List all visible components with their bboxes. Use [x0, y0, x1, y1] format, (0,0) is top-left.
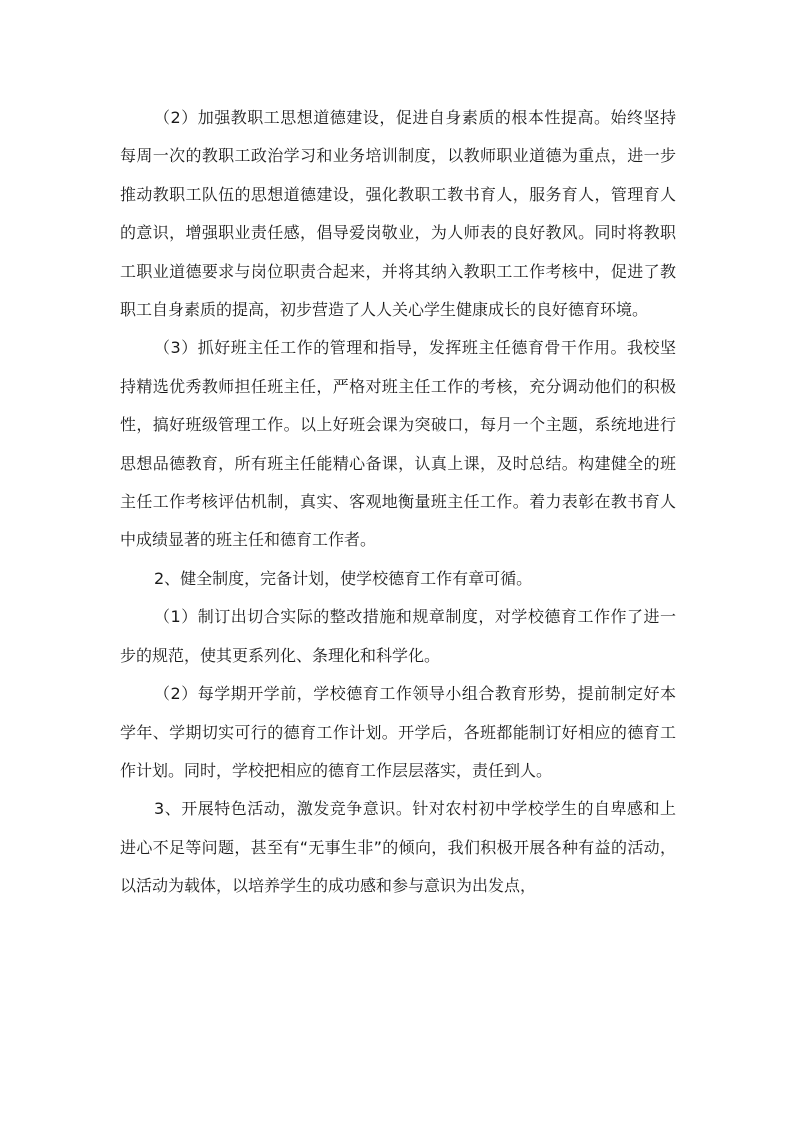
paragraph-teacher-ethics: （2）加强教职工思想道德建设，促进自身素质的根本性提高。始终坚持每周一次的教职工政治学习和业务培训制度，以教师职业道德为重点，进一步推动教职工队伍的思想道德建设，强化教职工教书育人，服务育人，管理育人的意识，增强职业责任感，倡导爱岗敬业，为人师表的良好教风。同时将教职工职业道德要求与岗位职责合起来，并将其纳入教职工工作考核中，促进了教职工自身素质的提高，初步营造了人人关心学生健康成长的良好德育环境。 — [120, 108, 676, 320]
paragraph-semester-plan: （2）每学期开学前，学校德育工作领导小组合教育形势，提前制定好本学年、学期切实可行的德育工作计划。开学后，各班都能制订好相应的德育工作计划。同时，学校把相应的德育工作层层落实，责任到人。 — [120, 684, 676, 780]
document-body — [120, 99, 676, 906]
paragraph-section-2-heading: 2、健全制度，完备计划，使学校德育工作有章可循。 — [154, 568, 533, 588]
paragraph-rules-and-regulations: （1）制订出切合实际的整改措施和规章制度，对学校德育工作作了进一步的规范，使其更系列化、条理化和科学化。 — [120, 607, 676, 665]
paragraph-head-teacher-management: （3）抓好班主任工作的管理和指导，发挥班主任德育骨干作用。我校坚持精选优秀教师担任班主任，严格对班主任工作的考核，充分调动他们的积极性，搞好班级管理工作。以上好班会课为突破口，每月一个主题，系统地进行思想品德教育，所有班主任能精心备课，认真上课，及时总结。构建健全的班主任工作考核评估机制，真实、客观地衡量班主任工作。着力表彰在教书育人中成绩显著的班主任和德育工作者。 — [120, 338, 676, 550]
paragraph-section-3-activities: 3、开展特色活动，激发竞争意识。针对农村初中学校学生的自卑感和上进心不足等问题，甚至有“无事生非”的倾向，我们积极开展各种有益的活动，以活动为载体，以培养学生的成功感和参与意识为出发点， — [120, 799, 676, 896]
